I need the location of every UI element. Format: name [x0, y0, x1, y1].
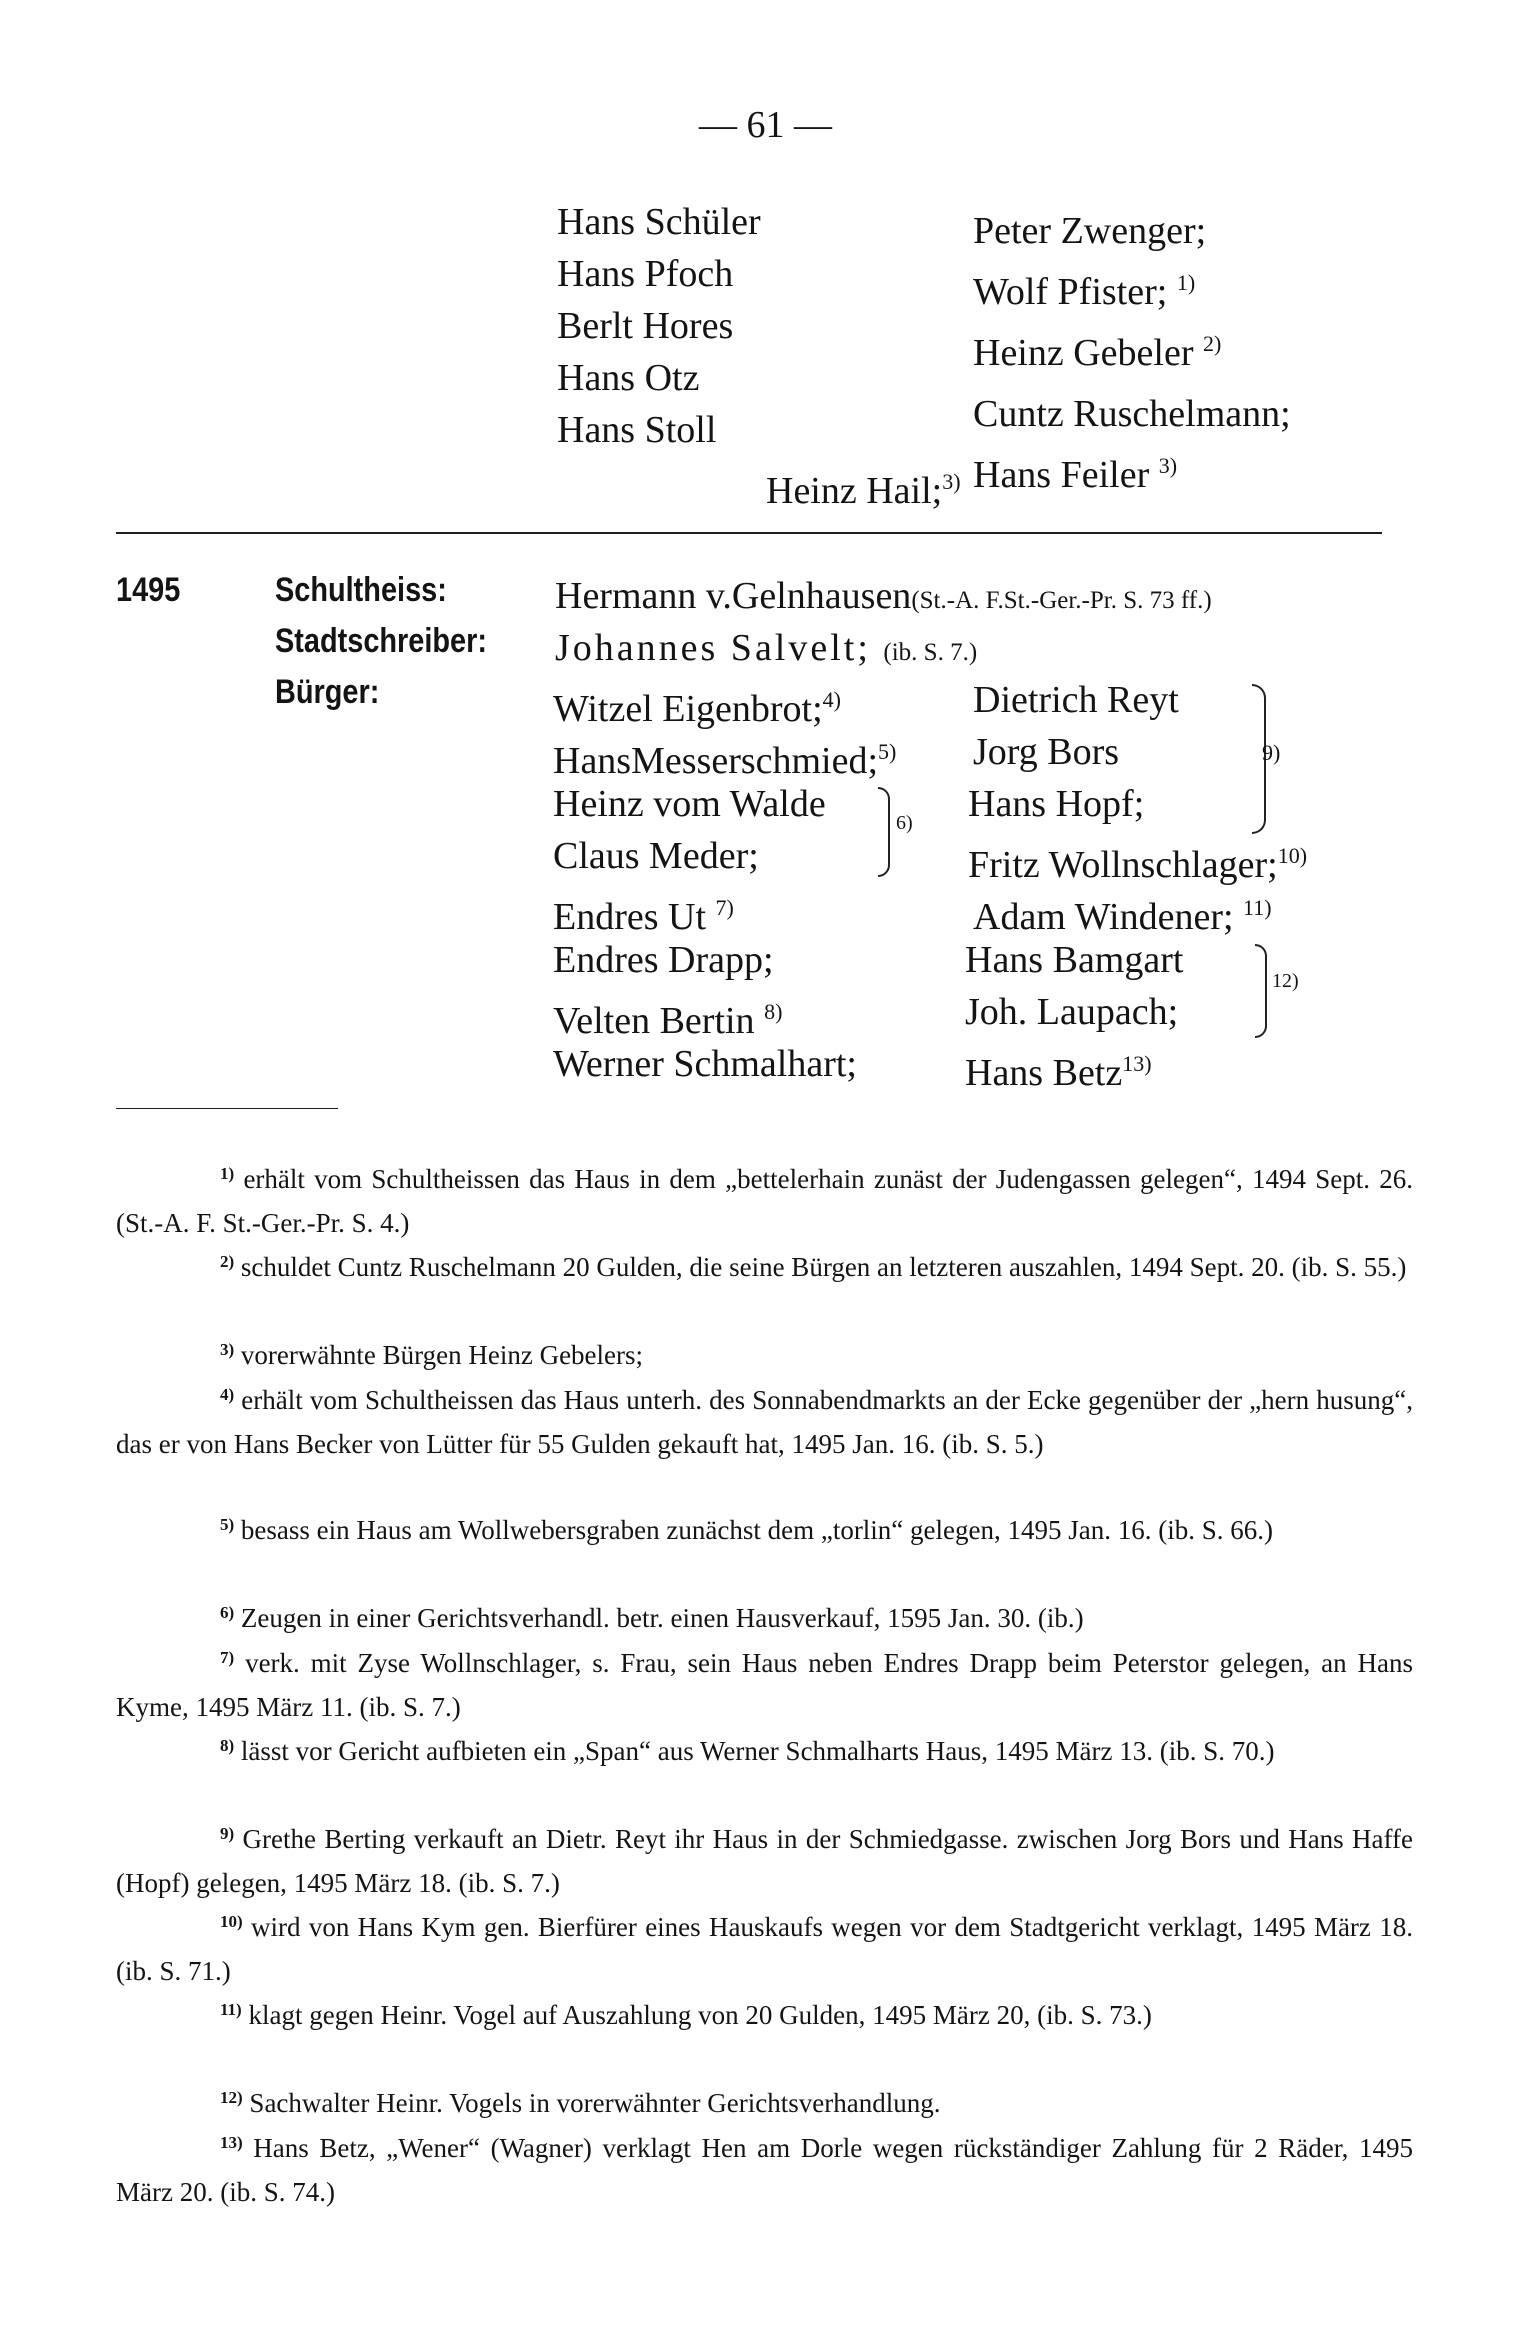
- name-left-1: Hans Schüler: [557, 201, 761, 243]
- buerger-fritz: Fritz Wollnschlager;$^{10)}$: [968, 843, 1308, 886]
- buerger-witzel: Witzel Eigenbrot;$^{4)}$: [553, 687, 841, 730]
- footnote-8: $^{8)}$ lässt vor Gericht aufbieten ein „Span“ aus Werner Schmalharts Haus, 1495 März 13. (ib. S. 70.): [220, 1736, 1275, 1766]
- brace-note-6: 6): [896, 812, 913, 834]
- top-names-right: [973, 196, 1291, 501]
- name-right-1: Peter Zwenger;: [973, 210, 1207, 252]
- buerger-werner: Werner Schmalhart;: [553, 1043, 857, 1085]
- name-center: Heinz Hail;$^{3)}$: [766, 469, 961, 512]
- brace-note-9: 9): [1262, 740, 1281, 765]
- page-number: — 61 —: [699, 104, 832, 146]
- year: 1495: [116, 571, 181, 609]
- footnote-6: $^{6)}$ Zeugen in einer Gerichtsverhandl. betr. einen Hausverkauf, 1595 Jan. 30. (ib.): [220, 1603, 1084, 1633]
- buerger-reyt: Dietrich Reyt: [973, 679, 1179, 721]
- buerger-endres-drapp: Endres Drapp;: [553, 939, 774, 981]
- buerger-endres-ut: Endres Ut $^{7)}$: [553, 895, 734, 938]
- footnote-2: $^{2)}$ schuldet Cuntz Ruschelmann 20 Gulden, die seine Bürgen an letzteren auszahlen, 1494 Sept. 20. (ib. S. 55.): [220, 1252, 1407, 1282]
- buerger-messerschmied: HansMesserschmied;$^{5)}$: [553, 739, 897, 782]
- footnote-divider: [116, 1108, 338, 1109]
- name-right-4: Cuntz Ruschelmann;: [973, 393, 1291, 435]
- buerger-hopf: Hans Hopf;: [968, 783, 1145, 825]
- buerger-bamgart: Hans Bamgart: [965, 939, 1184, 981]
- footnote-4: $^{4)}$ erhält vom Schultheissen das Haus unterh. des Sonnabendmarkts an der Ecke gegenüber der „hern husung“, das er von Hans Becker von Lütter für 55 Gulden gekauft hat, 1495 Jan. 16. (ib. S. 5.): [116, 1385, 1414, 1459]
- name-left-2: Hans Pfoch: [557, 253, 734, 295]
- footnote-9: $^{9)}$ Grethe Berting verkauft an Dietr. Reyt ihr Haus in der Schmiedgasse. zwischen Jorg Bors und Hans Haffe (Hopf) gelegen, 1495 März 18. (ib. S. 7.): [116, 1824, 1413, 1898]
- buerger-heinz: Heinz vom Walde: [553, 783, 826, 825]
- name-right-3: Heinz Gebeler $^{2)}$: [973, 331, 1222, 374]
- schultheiss-label: Schultheiss:: [275, 571, 447, 609]
- brace-note-12: 12): [1272, 970, 1299, 992]
- brace-6: [878, 787, 890, 877]
- name-left-5: Hans Stoll: [557, 409, 717, 451]
- footnote-10: $^{10)}$ wird von Hans Kym gen. Bierfürer eines Hauskaufs wegen vor dem Stadtgericht verklagt, 1495 März 18. (ib. S. 71.): [116, 1912, 1413, 1986]
- buerger-claus: Claus Meder;: [553, 835, 759, 877]
- name-right-5: Hans Feiler $^{3)}$: [973, 453, 1178, 496]
- stadtschreiber-label: Stadtschreiber:: [275, 622, 487, 660]
- buerger-adam: Adam Windener; $^{11)}$: [973, 895, 1272, 938]
- buerger-label: Bürger:: [275, 673, 380, 711]
- name-left-3: Berlt Hores: [557, 305, 734, 347]
- footnote-13: $^{13)}$ Hans Betz, „Wener“ (Wagner) verklagt Hen am Dorle wegen rückständiger Zahlung für 2 Räder, 1495 März 20. (ib. S. 74.): [116, 2133, 1413, 2207]
- buerger-velten: Velten Bertin $^{8)}$: [553, 999, 783, 1042]
- footnote-1: $^{1)}$ erhält vom Schultheissen das Haus in dem „bettelerhain zunäst der Judengassen gelegen“, 1494 Sept. 26. (St.-A. F. St.-Ger.-Pr. S. 4.): [116, 1164, 1414, 1238]
- schultheiss-entry: Hermann v.Gelnhausen(St.-A. F.St.-Ger.-Pr. S. 73 ff.): [555, 575, 1212, 617]
- top-names-left: [557, 196, 761, 456]
- footnote-3: $^{3)}$ vorerwähnte Bürgen Heinz Gebelers;: [220, 1340, 644, 1370]
- section-divider: [116, 532, 1382, 534]
- footnote-7: $^{7)}$ verk. mit Zyse Wollnschlager, s. Frau, sein Haus neben Endres Drapp beim Peterstor gelegen, an Hans Kyme, 1495 März 11. (ib. S. 7.): [116, 1648, 1413, 1722]
- name-left-4: Hans Otz: [557, 357, 700, 399]
- buerger-laupach: Joh. Laupach;: [965, 991, 1179, 1033]
- buerger-bors: Jorg Bors: [973, 731, 1120, 773]
- buerger-betz: Hans Betz$^{13)}$: [965, 1051, 1152, 1094]
- stadtschreiber-entry: Johannes Salvelt; (ib. S. 7.): [555, 627, 978, 669]
- footnote-12: $^{12)}$ Sachwalter Heinr. Vogels in vorerwähnter Gerichtsverhandlung.: [220, 2088, 941, 2118]
- name-right-2: Wolf Pfister; $^{1)}$: [973, 270, 1196, 313]
- footnote-5: $^{5)}$ besass ein Haus am Wollwebersgraben zunächst dem „torlin“ gelegen, 1495 Jan. 16. (ib. S. 66.): [220, 1515, 1273, 1545]
- brace-12: [1255, 944, 1267, 1038]
- footnote-11: $^{11)}$ klagt gegen Heinr. Vogel auf Auszahlung von 20 Gulden, 1495 März 20, (ib. S. 73.): [220, 2000, 1152, 2030]
